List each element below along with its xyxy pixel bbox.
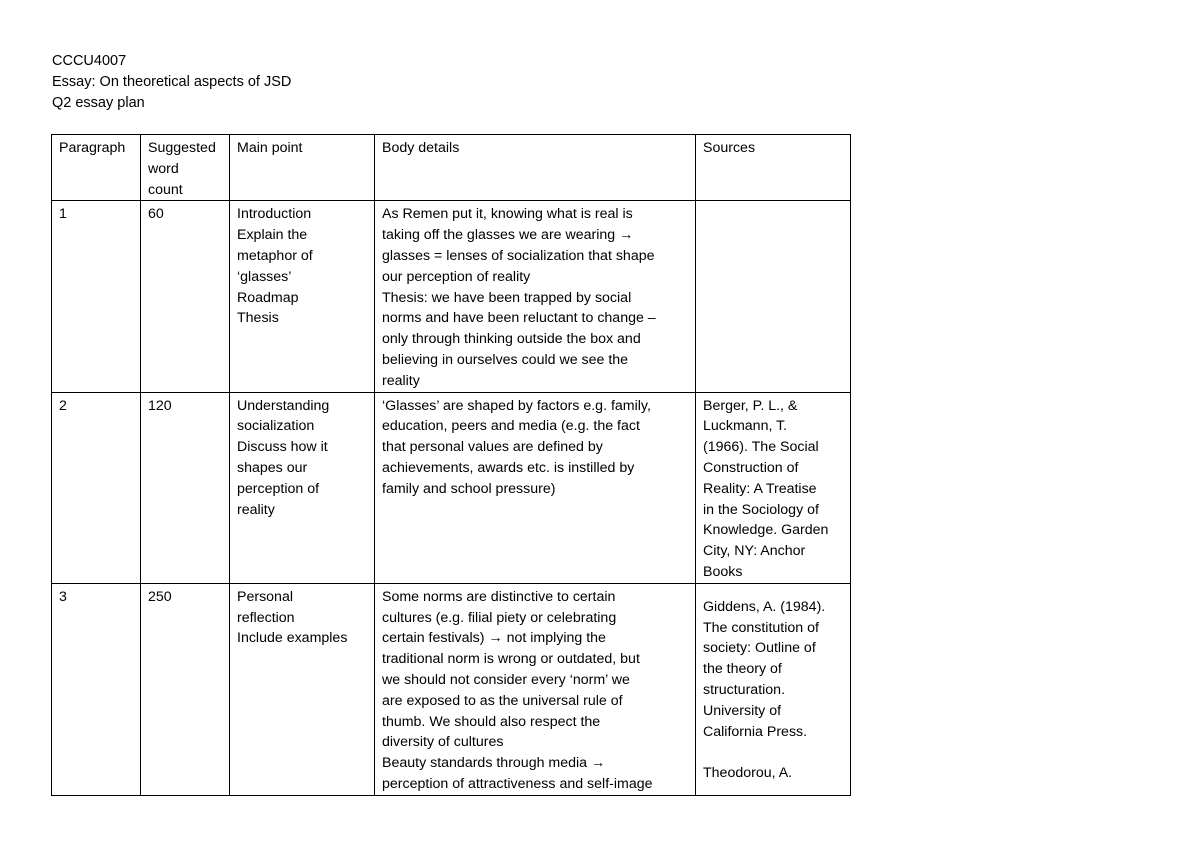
row-3-paragraph: 3 [52,583,141,795]
essay-title: Essay: On theoretical aspects of JSD [52,74,292,90]
row-2-sources: Berger, P. L., & Luckmann, T. (1966). The Social Construction of Reality: A Treatise in the Sociology of Knowledge. Garden City, NY: Anchor Books [696,392,851,583]
row-1-body-details: As Remen put it, knowing what is real is taking off the glasses we are wearing → glasses = lenses of socialization that shape our perception of reality Thesis: we have been trapped by social norms and have been reluctant to change – only through thinking outside the box and believing in ourselves could we see the reality [375,201,696,392]
table-row [52,392,851,583]
header-sources: Sources [696,135,851,201]
row-1-word-count: 60 [141,201,230,392]
document-header [52,51,291,114]
row-3-body-details: Some norms are distinctive to certain cultures (e.g. filial piety or celebrating certain festivals) → not implying the traditional norm is wrong or outdated, but we should not consider every ‘norm’ we are exposed to as the universal rule of thumb. We should also respect the diversity of cultures Beauty standards through media → perception of attractiveness and self-image [375,583,696,795]
row-1-main-point: Introduction Explain the metaphor of ‘glasses’ Roadmap Thesis [230,201,375,392]
header-paragraph: Paragraph [52,135,141,201]
row-3-sources: Giddens, A. (1984). The constitution of society: Outline of the theory of structuration. University of California Press. Theodorou, A. [696,583,851,795]
row-2-main-point: Understanding socialization Discuss how it shapes our perception of reality [230,392,375,583]
table-row [52,201,851,392]
row-2-paragraph: 2 [52,392,141,583]
course-code: CCCU4007 [52,53,127,69]
plan-label: Q2 essay plan [52,95,145,111]
row-1-sources [696,201,851,392]
header-word-count: Suggested word count [141,135,230,201]
table-row [52,583,851,795]
header-main-point: Main point [230,135,375,201]
essay-plan-table [51,134,851,796]
row-3-main-point: Personal reflection Include examples [230,583,375,795]
row-1-paragraph: 1 [52,201,141,392]
row-2-word-count: 120 [141,392,230,583]
row-3-word-count: 250 [141,583,230,795]
table-header-row [52,135,851,201]
header-body-details: Body details [375,135,696,201]
row-2-body-details: ‘Glasses’ are shaped by factors e.g. family, education, peers and media (e.g. the fact that personal values are defined by achievements, awards etc. is instilled by family and school pressure) [375,392,696,583]
